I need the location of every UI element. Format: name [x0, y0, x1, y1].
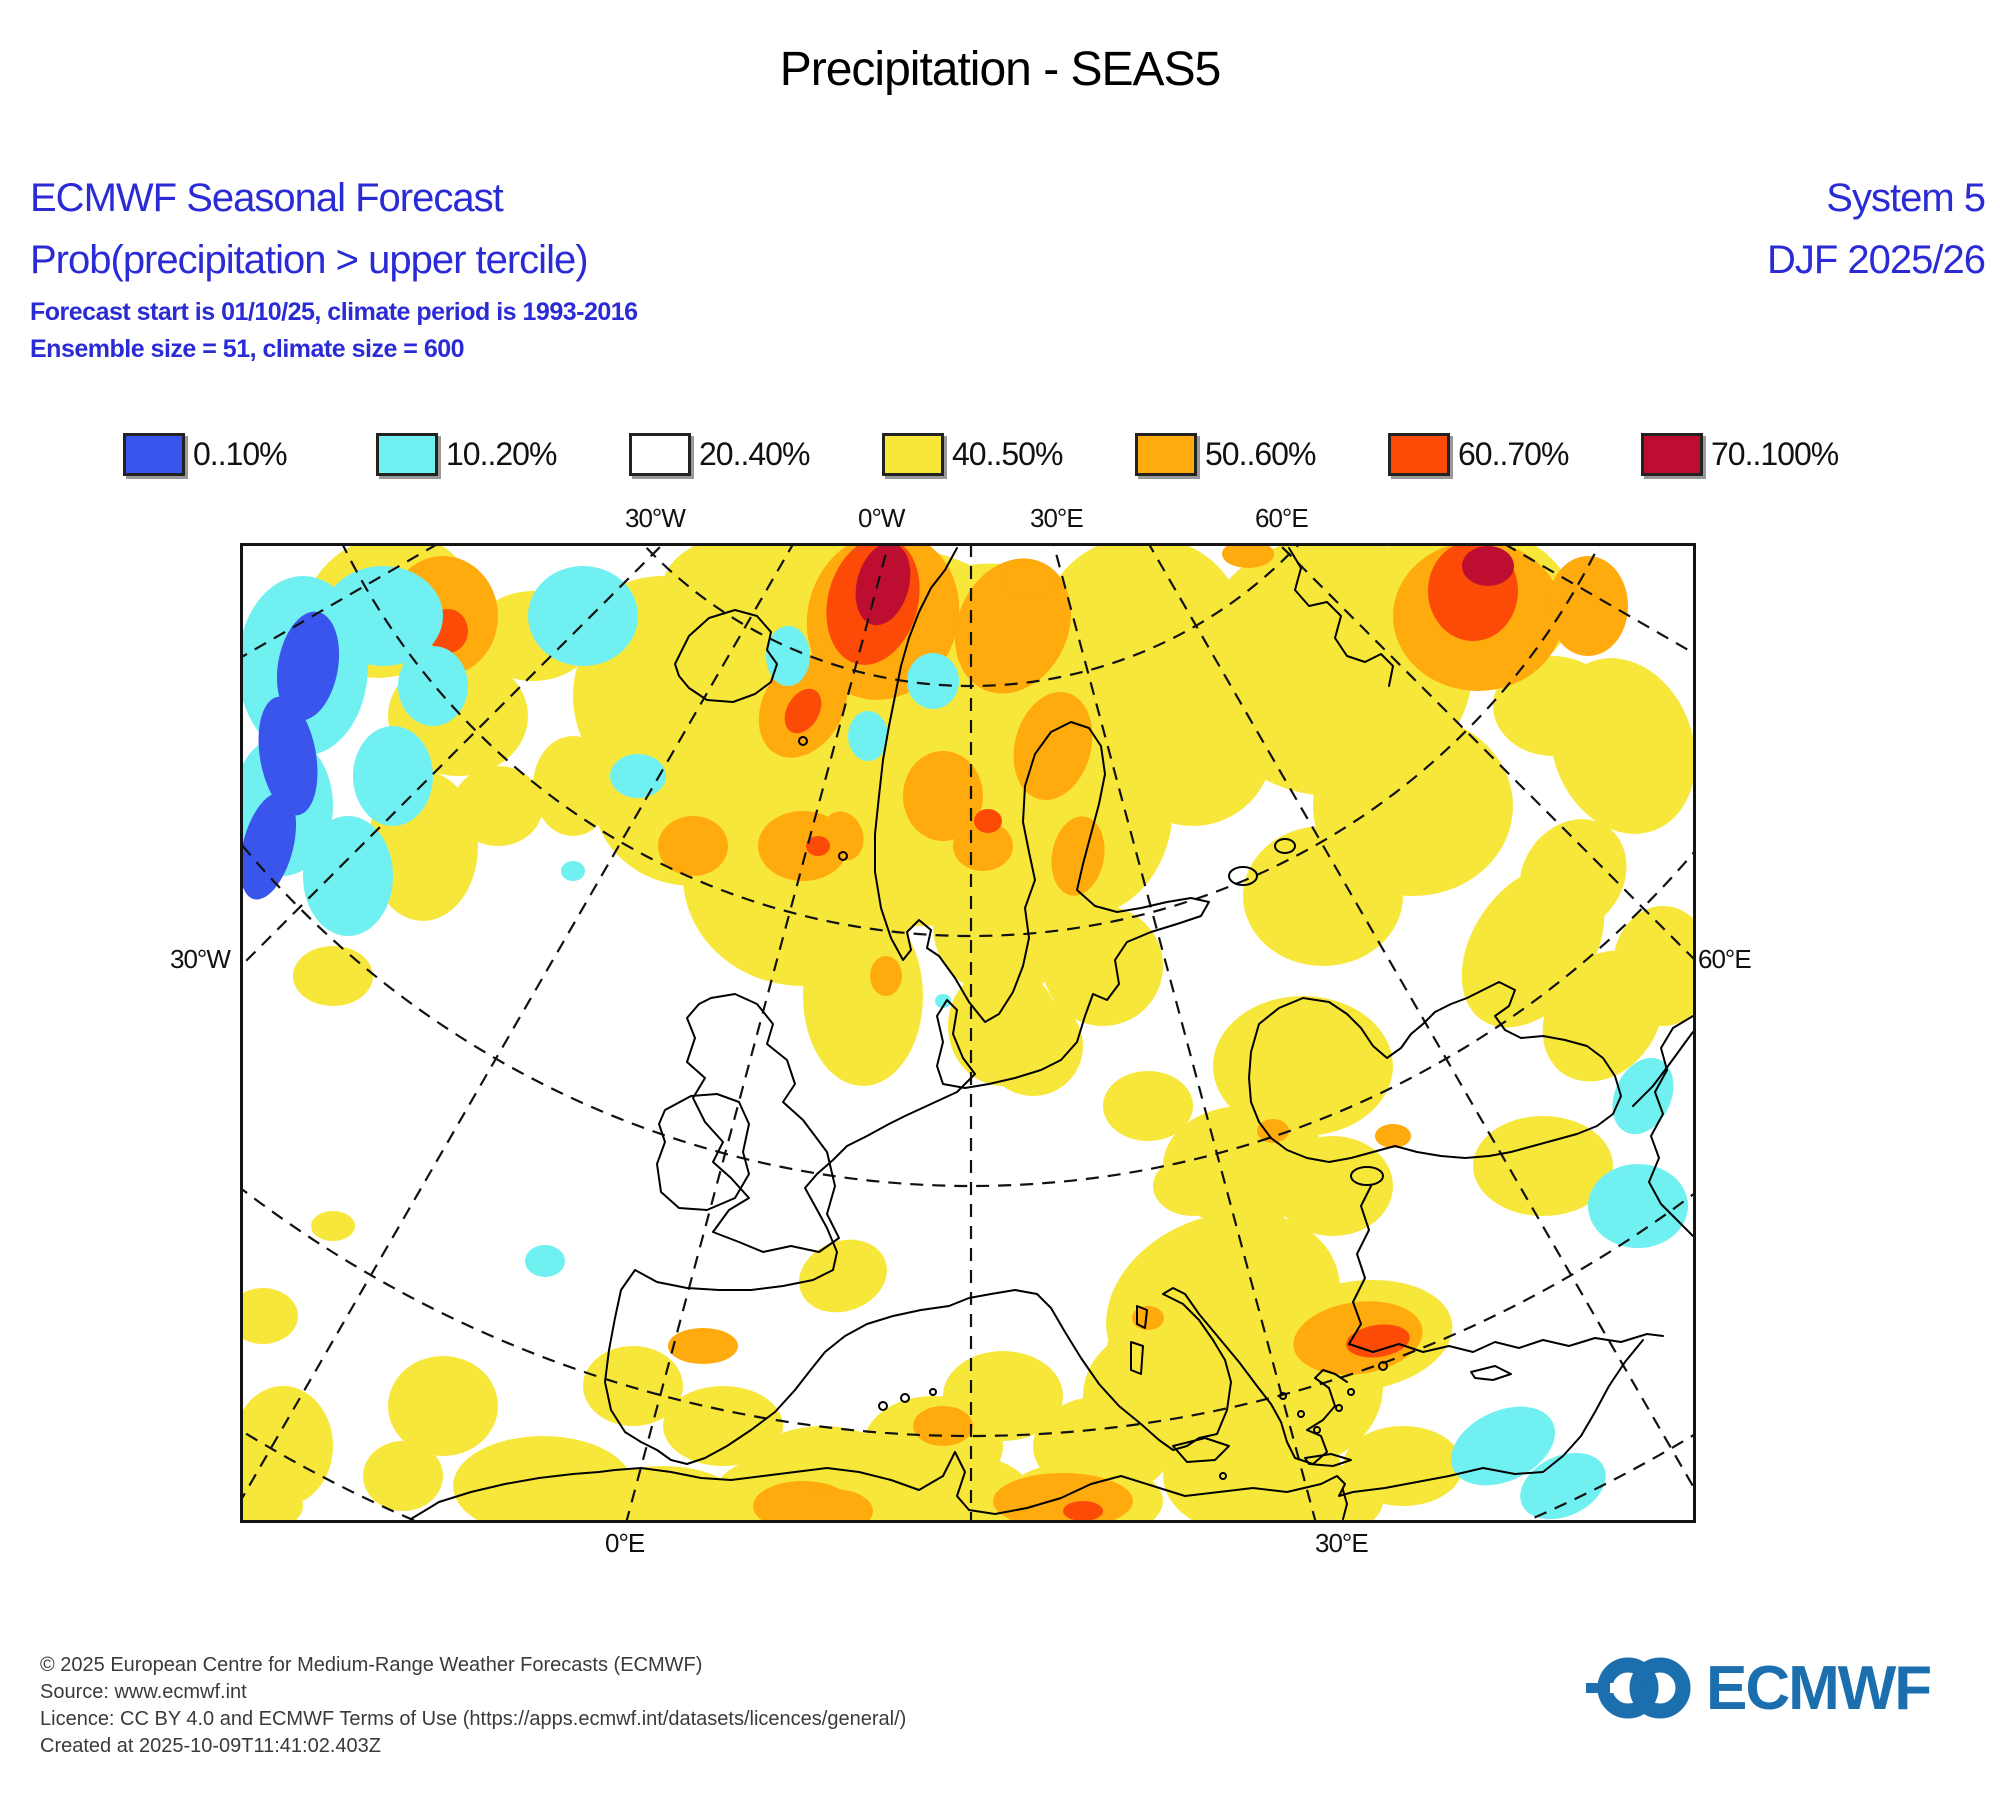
forecast-map — [240, 543, 1696, 1523]
page-title: Precipitation - SEAS5 — [779, 43, 1221, 96]
legend-swatch-orange — [1135, 433, 1197, 476]
legend-item-60-70 — [1388, 433, 1568, 476]
legend-swatch-darkred — [1641, 433, 1703, 476]
axis-label-left-30w: 30°W — [170, 944, 230, 974]
created-line: Created at 2025-10-09T11:41:02.403Z — [40, 1735, 381, 1757]
axis-label-top-30w: 30°W — [625, 503, 685, 533]
forecast-start-info: Forecast start is 01/10/25, climate period is 1993-2016 — [30, 298, 638, 326]
attribution-footer — [40, 1652, 906, 1760]
source-line: Source: www.ecmwf.int — [40, 1681, 247, 1703]
coast-ireland — [657, 1094, 749, 1210]
axis-label-bottom-0e: 0°E — [605, 1528, 645, 1558]
legend-swatch-white — [629, 433, 691, 476]
copyright-line: © 2025 European Centre for Medium-Range Weather Forecasts (ECMWF) — [40, 1654, 703, 1676]
legend-label: 20..40% — [699, 436, 810, 472]
ecmwf-logo-icon — [1586, 1648, 1696, 1728]
ensemble-info: Ensemble size = 51, climate size = 600 — [30, 335, 465, 363]
product-name: ECMWF Seasonal Forecast — [30, 176, 503, 220]
axis-label-top-0w: 0°W — [858, 503, 905, 533]
legend-item-10-20 — [376, 433, 556, 476]
coast-cyprus — [1471, 1366, 1511, 1380]
axis-label-top-60e: 60°E — [1255, 503, 1308, 533]
axis-label-bottom-30e: 30°E — [1315, 1528, 1368, 1558]
probability-legend — [0, 433, 2000, 493]
legend-swatch-cyan — [376, 433, 438, 476]
system-label: System 5 — [1826, 176, 1985, 220]
ecmwf-logo — [1586, 1648, 1930, 1728]
legend-item-40-50 — [882, 433, 1062, 476]
legend-swatch-red — [1388, 433, 1450, 476]
probability-map-canvas — [243, 546, 1693, 1520]
variable-name: Prob(precipitation > upper tercile) — [30, 238, 588, 282]
legend-item-50-60 — [1135, 433, 1315, 476]
legend-item-70-100 — [1641, 433, 1838, 476]
licence-line: Licence: CC BY 4.0 and ECMWF Terms of Use (https://apps.ecmwf.int/datasets/licences/general/) — [40, 1708, 907, 1730]
axis-label-right-60e: 60°E — [1698, 944, 1751, 974]
legend-swatch-yellow — [882, 433, 944, 476]
legend-label: 70..100% — [1711, 436, 1839, 472]
legend-item-0-10 — [123, 433, 287, 476]
forecast-header — [30, 178, 638, 362]
axis-label-top-30e: 30°E — [1030, 503, 1083, 533]
legend-swatch-blue — [123, 433, 185, 476]
season-label: DJF 2025/26 — [1766, 238, 1985, 282]
system-header — [1767, 178, 1985, 280]
legend-label: 0..10% — [193, 436, 287, 472]
ecmwf-logo-text: ECMWF — [1706, 1653, 1931, 1723]
legend-item-20-40 — [629, 433, 809, 476]
legend-label: 50..60% — [1205, 436, 1316, 472]
legend-label: 10..20% — [446, 436, 557, 472]
legend-label: 60..70% — [1458, 436, 1569, 472]
legend-label: 40..50% — [952, 436, 1063, 472]
